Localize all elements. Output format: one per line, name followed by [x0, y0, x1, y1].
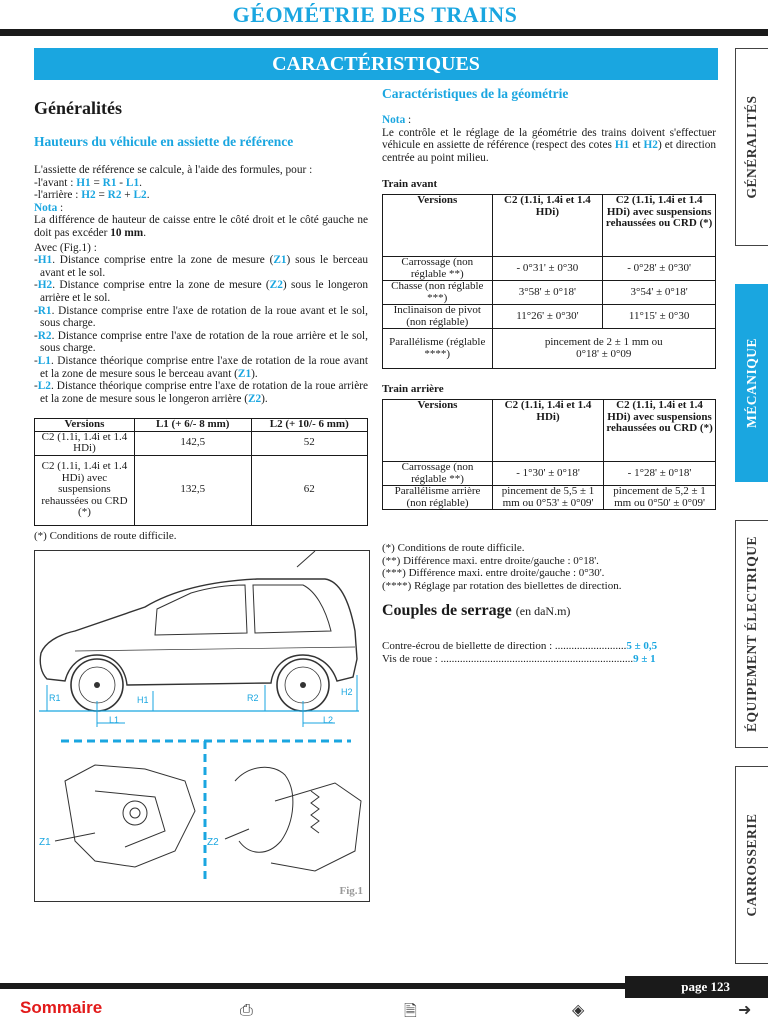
intro-text: L'assiette de référence se calcule, à l'aide des formules, pour : — [34, 164, 313, 176]
rear-formula: -l'arrière : H2 = R2 + L2. — [34, 189, 150, 202]
torque-label: Contre-écrou de biellette de direction : .......................... — [382, 640, 627, 652]
table-row — [383, 305, 716, 329]
table-header-cell: Versions — [383, 400, 493, 462]
table-cell: Parallélisme arrière (non réglable) — [383, 486, 493, 510]
table-cell: - 1°28' ± 0°18' — [604, 462, 716, 486]
mark-r1: R1 — [49, 693, 61, 703]
heading-caracteristiques-geometrie: Caractéristiques de la géométrie — [382, 86, 569, 101]
height-table-wrap — [34, 418, 368, 526]
table-cell: 132,5 — [134, 455, 251, 525]
table-header-cell: C2 (1.1i, 1.4i et 1.4 HDi) — [492, 195, 603, 257]
table-cell: Parallélisme (réglable ****) — [383, 329, 493, 369]
front-formula: -l'avant : H1 = R1 - L1. — [34, 176, 142, 189]
page-title: GÉOMÉTRIE DES TRAINS — [232, 2, 518, 27]
table-cell: 142,5 — [134, 431, 251, 455]
rear-axle-table — [382, 399, 716, 510]
avec-text: Avec (Fig.1) : — [34, 241, 97, 254]
mark-h1: H1 — [137, 695, 149, 705]
table-row — [383, 257, 716, 281]
tab-equipement-electrique[interactable]: ÉQUIPEMENT ÉLECTRIQUE — [735, 520, 768, 748]
note-line: (****) Réglage par rotation des biellettes de direction. — [382, 579, 622, 592]
front-axle-title: Train avant — [382, 178, 438, 190]
table-header-cell: L1 (+ 6/- 8 mm) — [134, 419, 251, 432]
front-table-wrap — [382, 194, 716, 369]
table-header-cell: C2 (1.1i, 1.4i et 1.4 HDi) avec suspensions rehaussées ou CRD (*) — [603, 195, 716, 257]
mark-l2: L2 — [323, 715, 334, 725]
note-line: (**) Différence maxi. entre droite/gauche : 0°18'. — [382, 554, 599, 567]
table-row-parallelism — [383, 329, 716, 369]
nota-right: Nota : Le contrôle et le réglage de la géométrie des trains doivent s'effectuer véhicule en assiette de référence (respect des cotes H1 et H2) et direction centrée au point milieu. — [382, 114, 717, 164]
rear-table-wrap — [382, 399, 716, 510]
nota-label-left: Nota : — [34, 201, 64, 214]
tab-mecanique[interactable]: MÉCANIQUE — [735, 284, 768, 482]
formula-block — [34, 164, 368, 405]
car-illustration — [35, 551, 369, 901]
torque-value: 9 ± 1 — [633, 652, 656, 665]
subheading-hauteurs: Hauteurs du véhicule en assiette de référence — [34, 134, 294, 149]
footnote-left: (*) Conditions de route difficile. — [34, 530, 177, 542]
arrow-right-icon[interactable]: ➜ — [738, 1000, 752, 1019]
torque-heading: Couples de serrage (en daN.m) — [382, 602, 571, 619]
table-cell: - 1°30' ± 0°18' — [493, 462, 604, 486]
section-banner: CARACTÉRISTIQUES — [34, 48, 718, 80]
table-row — [383, 281, 716, 305]
mark-h2: H2 — [341, 687, 353, 697]
tab-generalites[interactable]: GÉNÉRALITÉS — [735, 48, 768, 246]
document-icon[interactable]: 🗎 — [404, 1001, 417, 1020]
definition-item: -H2. Distance comprise entre la zone de mesure (Z2) sous le longeron arrière et le sol. — [34, 279, 368, 304]
definition-item: -L1. Distance théorique comprise entre l'axe de rotation de la roue avant et la zone de mesure sous le berceau avant (Z1). — [34, 354, 368, 380]
note-line: (*) Conditions de route difficile. — [382, 542, 525, 554]
table-cell: 52 — [251, 431, 367, 455]
table-cell: 3°58' ± 0°18' — [492, 281, 603, 305]
definition-code: R1 — [37, 304, 52, 317]
definition-item: -R2. Distance comprise entre l'axe de rotation de la roue arrière et le sol, sous charge. — [34, 329, 368, 355]
table-cell: pincement de 2 ± 1 mm ou 0°18' ± 0°09 — [492, 329, 715, 369]
definition-code: L1 — [37, 354, 51, 367]
printer-icon[interactable]: ⎙ — [240, 1000, 253, 1019]
definition-code: H2 — [37, 279, 53, 292]
table-cell: Carrossage (non réglable **) — [383, 462, 493, 486]
table-header-row — [383, 400, 716, 462]
definition-item: -H1. Distance comprise entre la zone de mesure (Z1) sous le berceau avant et le sol. — [34, 254, 369, 279]
torque-list — [382, 640, 712, 665]
height-table — [34, 418, 368, 526]
notes-right — [382, 542, 621, 592]
table-cell: Chasse (non réglable ***) — [383, 281, 493, 305]
table-cell: 11°15' ± 0°30 — [603, 305, 716, 329]
definition-ref: Z2 — [247, 392, 262, 405]
page-number: page 123 — [625, 976, 768, 998]
figure-car-diagram — [34, 550, 370, 902]
table-header-cell: L2 (+ 10/- 6 mm) — [251, 419, 367, 432]
front-axle-table — [382, 194, 716, 369]
table-cell: C2 (1.1i, 1.4i et 1.4 HDi) avec suspensions rehaussées ou CRD (*) — [35, 455, 135, 525]
definition-item: -R1. Distance comprise entre l'axe de rotation de la roue avant et le sol, sous charge. — [34, 304, 368, 330]
binoculars-icon[interactable]: ◈ — [572, 1000, 585, 1019]
definition-ref: Z1 — [237, 367, 252, 380]
table-cell: pincement de 5,2 ± 1 mm ou 0°50' ± 0°09' — [604, 486, 716, 510]
table-header-cell: C2 (1.1i, 1.4i et 1.4 HDi) — [493, 400, 604, 462]
table-cell: - 0°31' ± 0°30 — [492, 257, 603, 281]
mark-z2: Z2 — [207, 837, 219, 848]
table-header-cell: Versions — [35, 419, 135, 432]
table-row — [383, 462, 716, 486]
torque-item — [382, 640, 712, 653]
definition-code: H1 — [37, 254, 53, 267]
mark-l1: L1 — [109, 715, 120, 725]
table-cell: - 0°28' ± 0°30' — [603, 257, 716, 281]
rear-axle-title: Train arrière — [382, 383, 444, 395]
note-line: (***) Différence maxi. entre droite/gauche : 0°30'. — [382, 567, 605, 579]
sommaire-link[interactable]: Sommaire — [20, 998, 103, 1017]
table-cell: 11°26' ± 0°30' — [492, 305, 603, 329]
table-cell: Carrossage (non réglable **) — [383, 257, 493, 281]
table-header-cell: C2 (1.1i, 1.4i et 1.4 HDi) avec suspensions rehaussées ou CRD (*) — [604, 400, 716, 462]
mark-z1: Z1 — [39, 837, 51, 848]
table-cell: 3°54' ± 0°18' — [603, 281, 716, 305]
nota-text-left: La différence de hauteur de caisse entre le côté droit et le côté gauche ne doit pas excéder 10 mm. — [34, 214, 368, 239]
table-cell: Inclinaison de pivot (non réglable) — [383, 305, 493, 329]
definition-code: L2 — [37, 380, 51, 393]
tab-carrosserie[interactable]: CARROSSERIE — [735, 766, 768, 964]
definition-ref: Z2 — [269, 279, 283, 292]
top-divider — [0, 29, 768, 36]
definitions-list — [34, 254, 368, 405]
torque-value: 5 ± 0,5 — [626, 640, 658, 652]
definition-ref: Z1 — [273, 254, 287, 267]
table-header-row — [383, 195, 716, 257]
table-row — [383, 486, 716, 510]
figure-label: Fig.1 — [339, 885, 363, 897]
definition-item: -L2. Distance théorique comprise entre l'axe de rotation de la roue arrière et la zone de mesure sous le longeron arrière (Z2). — [34, 380, 368, 405]
table-cell: 62 — [251, 455, 367, 525]
heading-generalites: Généralités — [34, 98, 122, 118]
table-cell: C2 (1.1i, 1.4i et 1.4 HDi) — [35, 431, 135, 455]
torque-item — [382, 653, 712, 666]
table-cell: pincement de 5,5 ± 1 mm ou 0°53' ± 0°09' — [493, 486, 604, 510]
table-header-row — [35, 419, 368, 432]
torque-label: Vis de roue : ...................................................................... — [382, 652, 634, 665]
mark-r2: R2 — [247, 693, 259, 703]
definition-code: R2 — [37, 329, 52, 342]
table-row — [35, 431, 368, 455]
table-header-cell: Versions — [383, 195, 493, 257]
table-row — [35, 455, 368, 525]
